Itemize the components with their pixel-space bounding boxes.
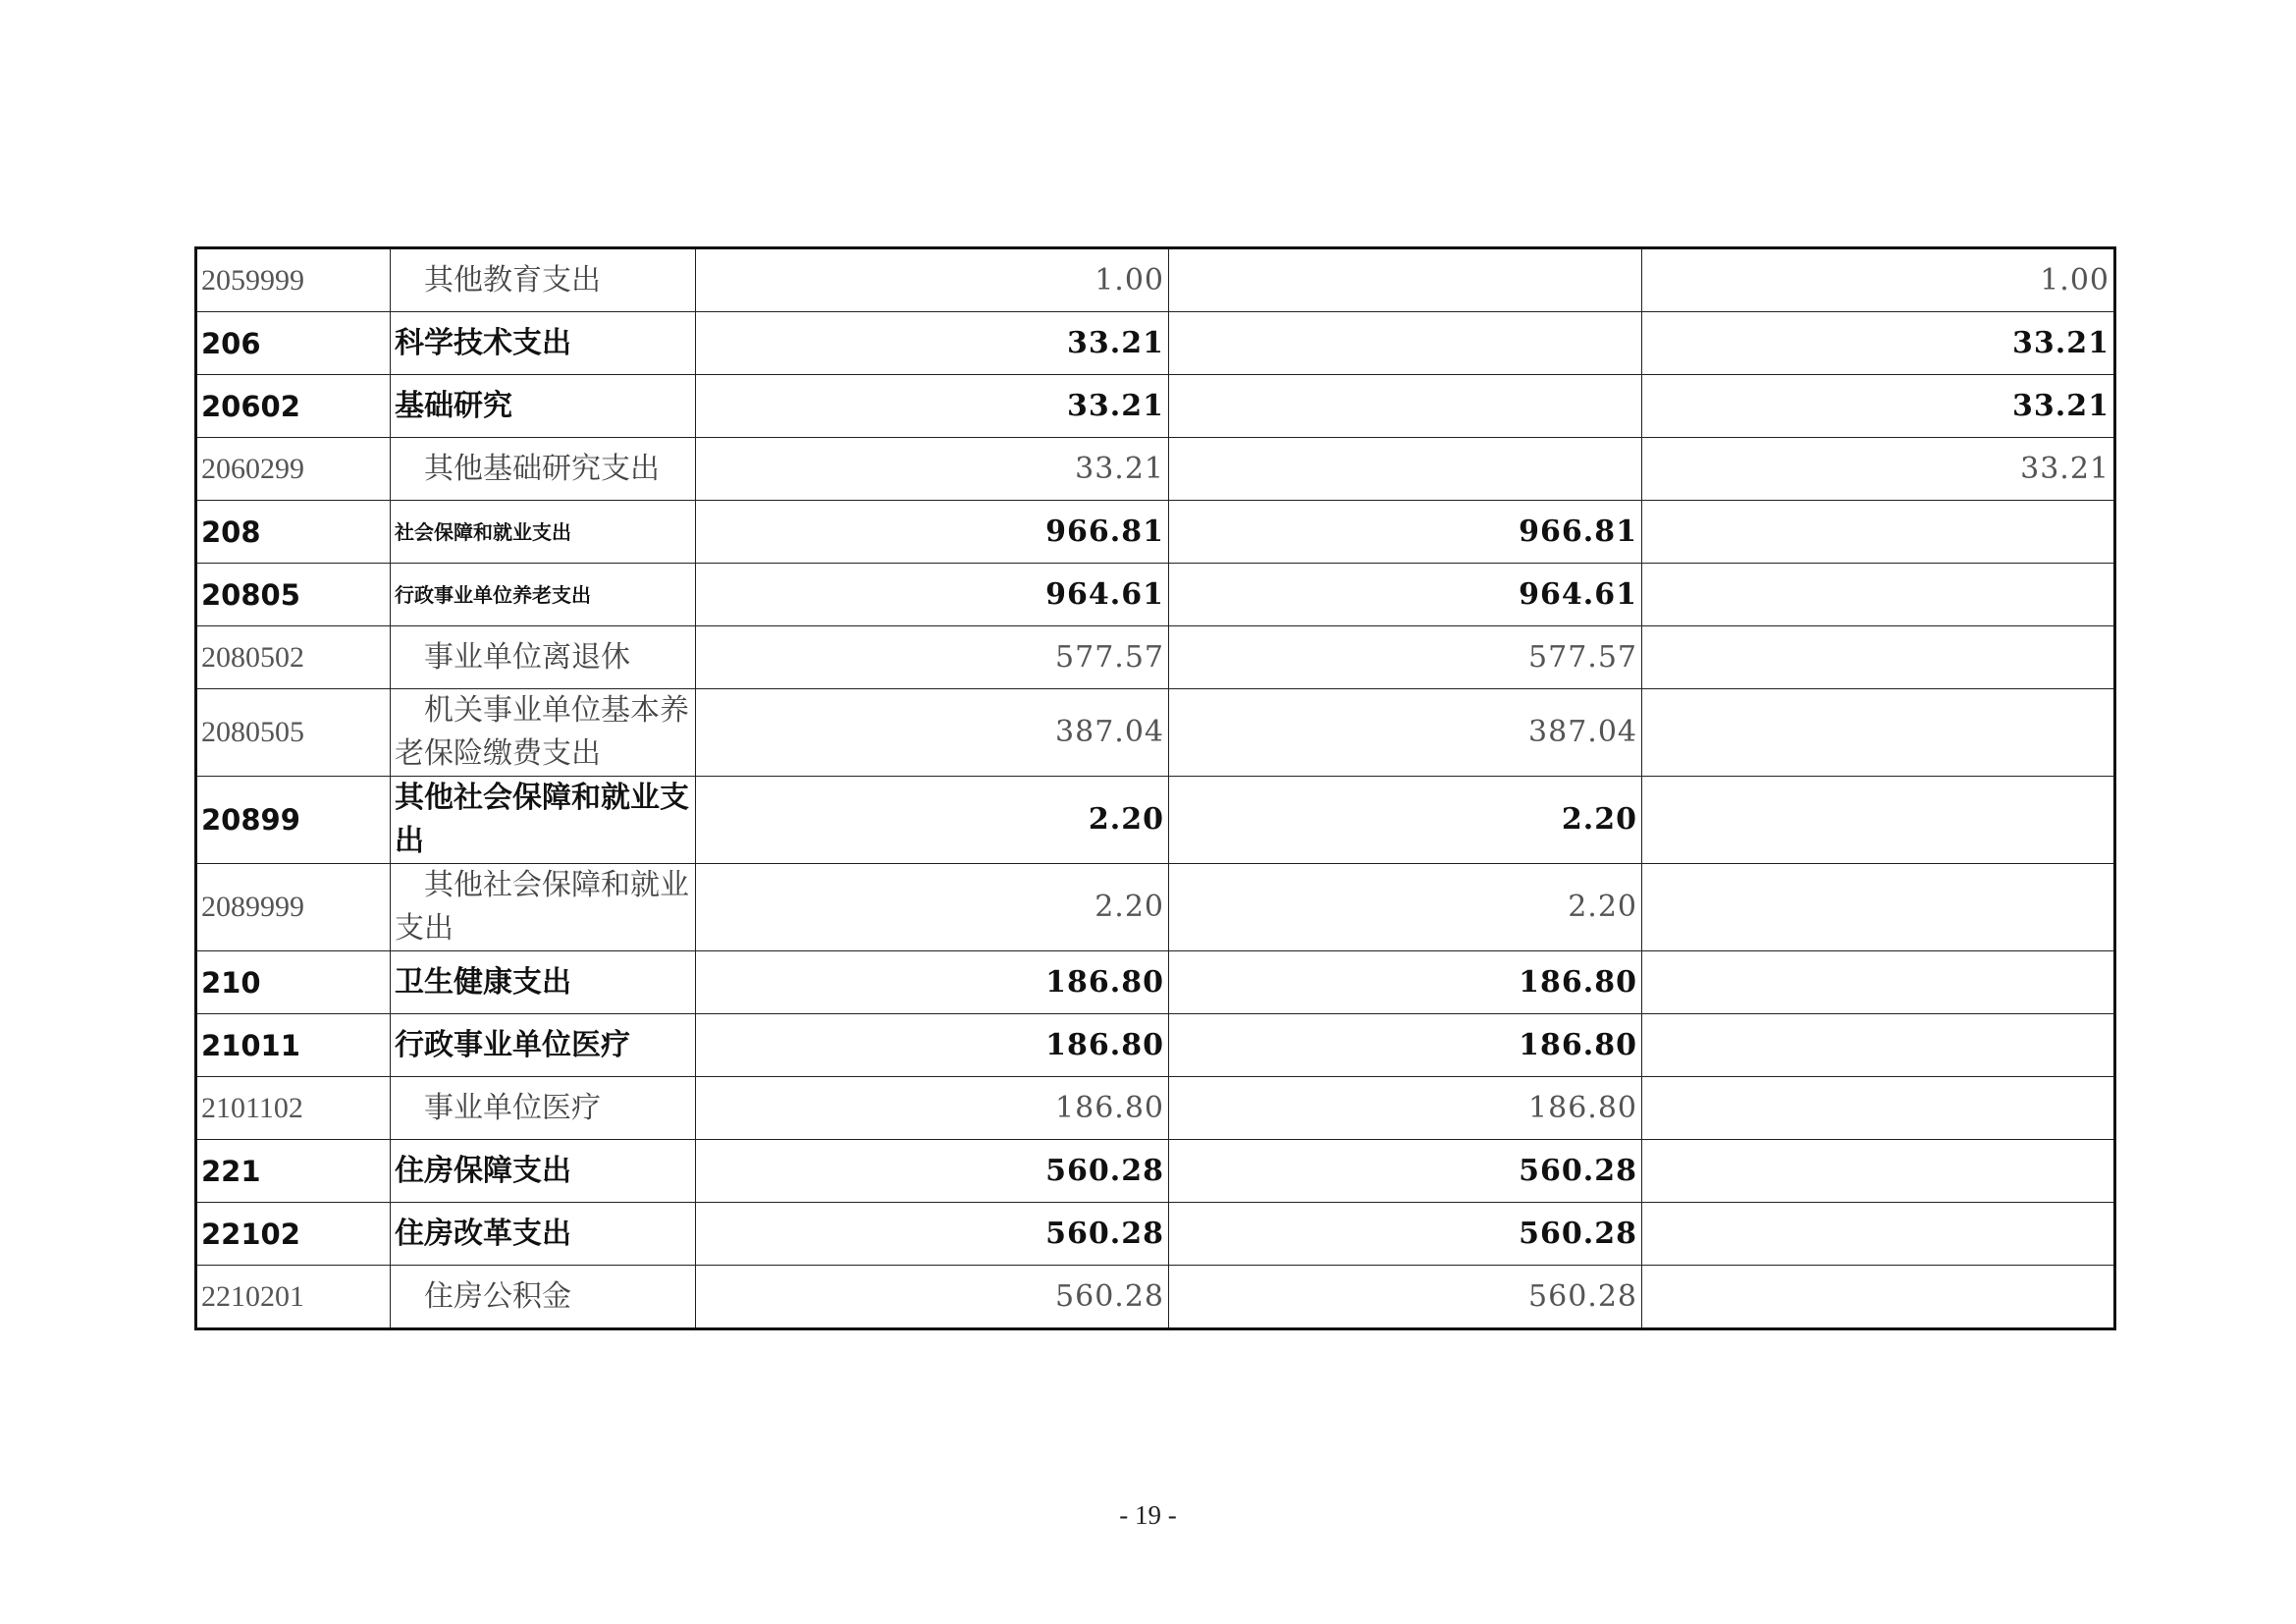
subject-name: 行政事业单位医疗 [391, 1014, 696, 1077]
subject-name: 其他基础研究支出 [391, 438, 696, 501]
subject-name: 住房改革支出 [391, 1203, 696, 1266]
subject-name: 机关事业单位基本养老保险缴费支出 [391, 689, 696, 777]
table-row [196, 1014, 2115, 1077]
basic-expenditure [1169, 438, 1642, 501]
subject-code: 2210201 [196, 1266, 391, 1329]
total-amount: 2.20 [696, 777, 1169, 864]
basic-expenditure: 966.81 [1169, 501, 1642, 564]
total-amount: 2.20 [696, 864, 1169, 951]
page-number: - 19 - [1119, 1500, 1177, 1530]
project-expenditure [1642, 1140, 2115, 1203]
basic-expenditure [1169, 375, 1642, 438]
subject-code: 210 [196, 951, 391, 1014]
subject-name: 事业单位离退休 [391, 626, 696, 689]
project-expenditure: 33.21 [1642, 312, 2115, 375]
table-row [196, 501, 2115, 564]
table-row [196, 626, 2115, 689]
table-row [196, 438, 2115, 501]
subject-code: 22102 [196, 1203, 391, 1266]
basic-expenditure: 560.28 [1169, 1266, 1642, 1329]
subject-name: 卫生健康支出 [391, 951, 696, 1014]
project-expenditure [1642, 1266, 2115, 1329]
subject-code: 208 [196, 501, 391, 564]
basic-expenditure: 2.20 [1169, 777, 1642, 864]
table-row [196, 312, 2115, 375]
project-expenditure [1642, 1014, 2115, 1077]
basic-expenditure: 560.28 [1169, 1203, 1642, 1266]
table-row [196, 951, 2115, 1014]
project-expenditure: 33.21 [1642, 375, 2115, 438]
total-amount: 966.81 [696, 501, 1169, 564]
table-row [196, 1077, 2115, 1140]
project-expenditure: 1.00 [1642, 248, 2115, 312]
subject-code: 2089999 [196, 864, 391, 951]
subject-name: 基础研究 [391, 375, 696, 438]
table-row [196, 1266, 2115, 1329]
total-amount: 33.21 [696, 438, 1169, 501]
table-row [196, 248, 2115, 312]
project-expenditure: 33.21 [1642, 438, 2115, 501]
subject-code: 2101102 [196, 1077, 391, 1140]
total-amount: 33.21 [696, 375, 1169, 438]
subject-code: 206 [196, 312, 391, 375]
table-row [196, 864, 2115, 951]
project-expenditure [1642, 626, 2115, 689]
project-expenditure [1642, 951, 2115, 1014]
expenditure-table [194, 246, 2116, 1330]
total-amount: 33.21 [696, 312, 1169, 375]
table-row [196, 1203, 2115, 1266]
subject-name: 住房保障支出 [391, 1140, 696, 1203]
project-expenditure [1642, 564, 2115, 626]
basic-expenditure: 2.20 [1169, 864, 1642, 951]
subject-name: 住房公积金 [391, 1266, 696, 1329]
subject-name: 其他社会保障和就业支出 [391, 777, 696, 864]
subject-name: 其他社会保障和就业支出 [391, 864, 696, 951]
total-amount: 560.28 [696, 1203, 1169, 1266]
table-row [196, 689, 2115, 777]
basic-expenditure: 577.57 [1169, 626, 1642, 689]
total-amount: 387.04 [696, 689, 1169, 777]
basic-expenditure: 186.80 [1169, 1014, 1642, 1077]
subject-name: 社会保障和就业支出 [391, 501, 696, 564]
basic-expenditure [1169, 248, 1642, 312]
total-amount: 186.80 [696, 1077, 1169, 1140]
basic-expenditure: 186.80 [1169, 1077, 1642, 1140]
basic-expenditure: 964.61 [1169, 564, 1642, 626]
basic-expenditure [1169, 312, 1642, 375]
total-amount: 964.61 [696, 564, 1169, 626]
subject-code: 21011 [196, 1014, 391, 1077]
total-amount: 186.80 [696, 951, 1169, 1014]
total-amount: 560.28 [696, 1140, 1169, 1203]
total-amount: 577.57 [696, 626, 1169, 689]
project-expenditure [1642, 777, 2115, 864]
total-amount: 560.28 [696, 1266, 1169, 1329]
subject-code: 2060299 [196, 438, 391, 501]
project-expenditure [1642, 501, 2115, 564]
project-expenditure [1642, 864, 2115, 951]
table-row [196, 777, 2115, 864]
subject-name: 其他教育支出 [391, 248, 696, 312]
project-expenditure [1642, 689, 2115, 777]
subject-code: 2080502 [196, 626, 391, 689]
subject-name: 科学技术支出 [391, 312, 696, 375]
table-row [196, 375, 2115, 438]
subject-name: 事业单位医疗 [391, 1077, 696, 1140]
table-row [196, 1140, 2115, 1203]
subject-code: 221 [196, 1140, 391, 1203]
basic-expenditure: 387.04 [1169, 689, 1642, 777]
table-row [196, 564, 2115, 626]
project-expenditure [1642, 1077, 2115, 1140]
subject-code: 20602 [196, 375, 391, 438]
total-amount: 186.80 [696, 1014, 1169, 1077]
subject-code: 2080505 [196, 689, 391, 777]
subject-code: 20805 [196, 564, 391, 626]
subject-code: 2059999 [196, 248, 391, 312]
subject-name: 行政事业单位养老支出 [391, 564, 696, 626]
project-expenditure [1642, 1203, 2115, 1266]
basic-expenditure: 186.80 [1169, 951, 1642, 1014]
total-amount: 1.00 [696, 248, 1169, 312]
basic-expenditure: 560.28 [1169, 1140, 1642, 1203]
subject-code: 20899 [196, 777, 391, 864]
